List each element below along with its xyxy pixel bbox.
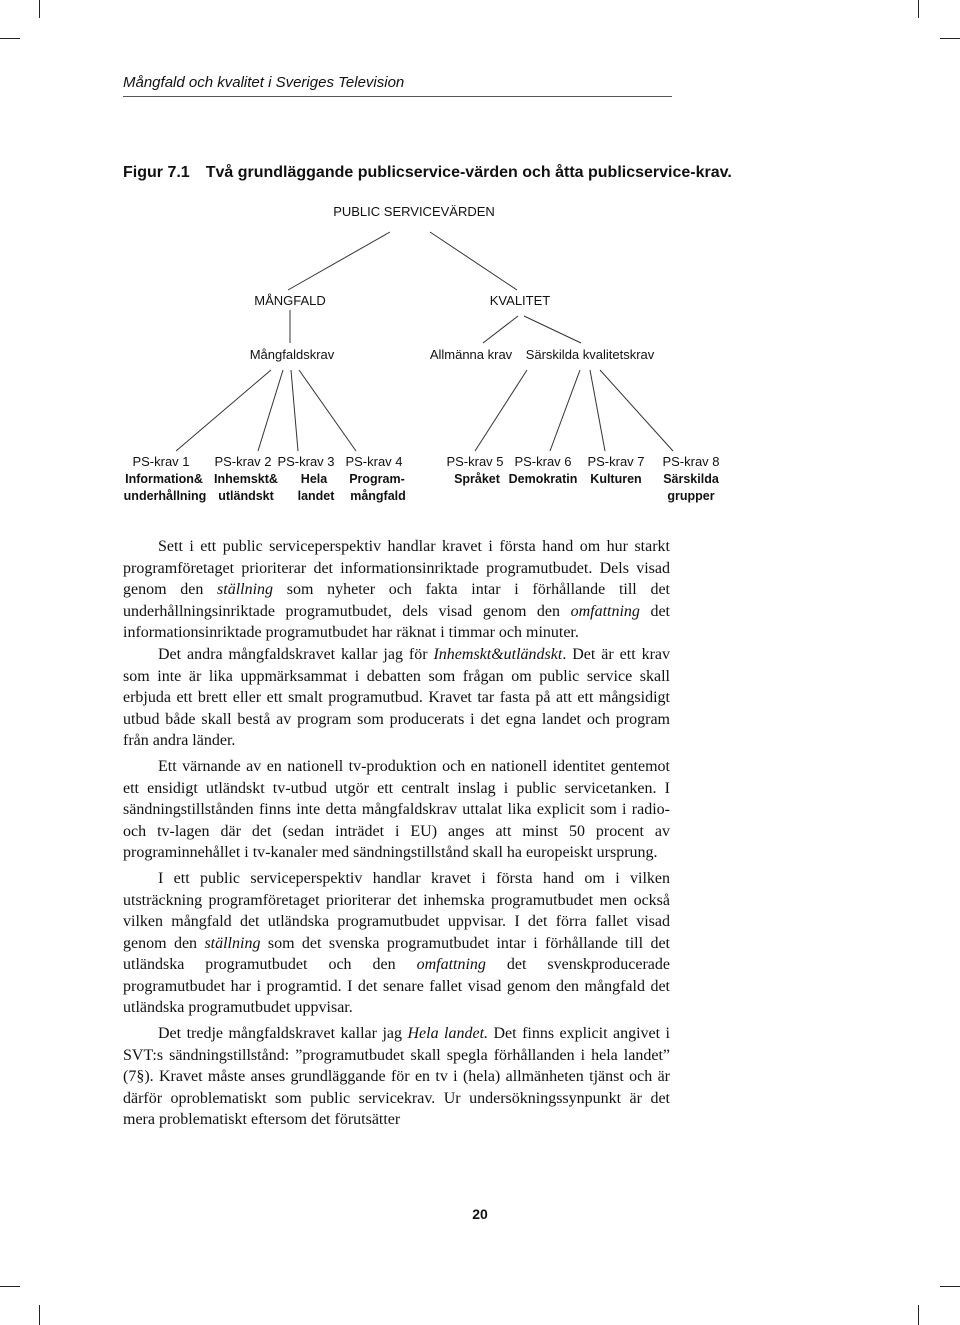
value-mangfald: MÅNGFALD [254,293,326,308]
page-number: 20 [472,1206,488,1222]
leaf-id: PS-krav 4 [345,454,403,469]
leaf-line: Språket [454,472,500,486]
leaf-ps-krav-4 [345,454,405,503]
paragraph-4 [123,868,670,1019]
text-run: Det andra mångfaldskravet kallar jag för [158,645,434,663]
text-run: det informationsinriktade programutbudet har räknat i timmar och minuter. [123,602,671,642]
leaf-line: Kulturen [590,472,642,486]
crop-mark [0,1286,20,1287]
text-run: som nyheter och fakta intar i förhållande till det underhållningsinriktade programutbudet, dels visad genom den [123,581,670,620]
leaf-ps-krav-3 [277,454,335,503]
text-run: Det finns explicit angivet i SVT:s sändningstillstånd: ”programutbudet skall spegla förhållanden i hela landet” (7§). Kravet måste anses grundläggande för en tv i (hela) allmänheten tjänst och är därför oproblematiskt som public servicekrav. Ur undersökningssynpunkt är det mera problematiskt eftersom det förutsätter [123,1025,670,1129]
text-run: Det tredje mångfaldskravet kallar jag [158,1025,408,1043]
figure-caption: Två grundläggande publicservice-värden och åtta publicservice-krav. [205,164,732,181]
leaf-id: PS-krav 2 [214,454,272,469]
italic-term: ställning [204,934,261,952]
paragraph-1 [123,536,670,644]
paragraph-5 [123,1023,670,1131]
leaf-line: utländskt [218,489,274,503]
italic-term: ställning [217,581,274,599]
leaf-ps-krav-2 [214,454,278,503]
mangfaldskrav-label: Mångfaldskrav [249,347,335,362]
text-run: Ett värnande av en nationell tv-produktion och en nationell identitet gentemot ett ensidigt utländskt tv-utbud utgör ett centralt inslag i public servicetanken. I sändningstillstånden finns inte detta mångfaldskrav uttalat lika explicit som i radio- och tv-lagen där det (sedan inträdet i EU) anges att minst 50 procent av programinnehållet i tv-kanaler med sändningstillstånd skall ha europeiskt ursprung. [123,757,670,862]
leaf-line: landet [297,489,335,503]
crop-mark [39,1305,40,1325]
leaf-line: Särskilda [663,472,719,486]
text-run: . Det är ett krav som inte är lika uppmärksammat i debatten som frågan om public service skall erbjuda ett brett eller ett smalt programutbud. Kravet tar fasta på att ett mångsidigt utbud både skall bestå av program som producerats i det egna landet och program från andra länder. [123,645,670,750]
italic-term: omfattning [416,956,486,974]
crop-mark [940,1286,960,1287]
leaf-ps-krav-6 [509,454,578,486]
paragraph-2 [123,644,670,752]
leaf-line: Demokratin [508,472,578,486]
crop-mark [918,1305,919,1325]
leaf-line: Hela [300,472,328,486]
paragraph-3 [123,756,670,864]
value-kvalitet: KVALITET [489,293,551,308]
leaf-ps-krav-7 [587,454,644,486]
text-run: Sett i ett public serviceperspektiv handlar kravet i första hand om hur starkt programföretaget prioriterar det informationsinriktade programutbudet. Dels visad genom den [123,538,670,599]
leaf-ps-krav-5 [446,454,503,486]
leaf-line: mångfald [350,489,406,503]
italic-term: Hela landet. [407,1025,489,1043]
leaf-id: PS-krav 3 [277,454,335,469]
allmanna-krav-label: Allmänna krav [429,347,513,362]
leaf-line: Information& [125,472,203,486]
italic-term: Inhemskt&utländskt [433,645,563,663]
leaf-ps-krav-8 [662,454,719,503]
leaf-id: PS-krav 5 [446,454,504,469]
leaf-id: PS-krav 6 [514,454,572,469]
leaf-id: PS-krav 1 [132,454,190,469]
leaf-ps-krav-1 [124,454,207,503]
leaf-line: Inhemskt& [214,472,278,486]
leaf-line: Program- [349,472,405,486]
leaf-line: grupper [667,489,715,503]
figure-number: Figur 7.1 [123,164,190,181]
leaf-line: underhållning [123,489,207,503]
tree-diagram [0,0,960,520]
text-run: som det svenska programutbudet intar i förhållande till det utländska programutbudet och den [123,934,670,974]
text-run: det svenskproducerade programutbudet har i programtid. I det senare fallet visad genom den mångfald det utländska programutbudet uppvisar. [123,956,670,1017]
body-text [123,536,670,1131]
root-label: PUBLIC SERVICEVÄRDEN [333,204,495,219]
running-header: Mångfald och kvalitet i Sveriges Television [123,74,405,91]
italic-term: omfattning [570,602,640,620]
leaf-id: PS-krav 8 [662,454,720,469]
leaf-id: PS-krav 7 [587,454,645,469]
text-run: I ett public serviceperspektiv handlar kravet i första hand om i vilken utsträckning programföretaget prioriterar det inhemska programutbudet men också vilken mångfald det utländska programutbudet uppvisar. I det förra fallet visad genom den [123,869,670,952]
sarskilda-kvalitetskrav-label: Särskilda kvalitetskrav [525,347,655,362]
